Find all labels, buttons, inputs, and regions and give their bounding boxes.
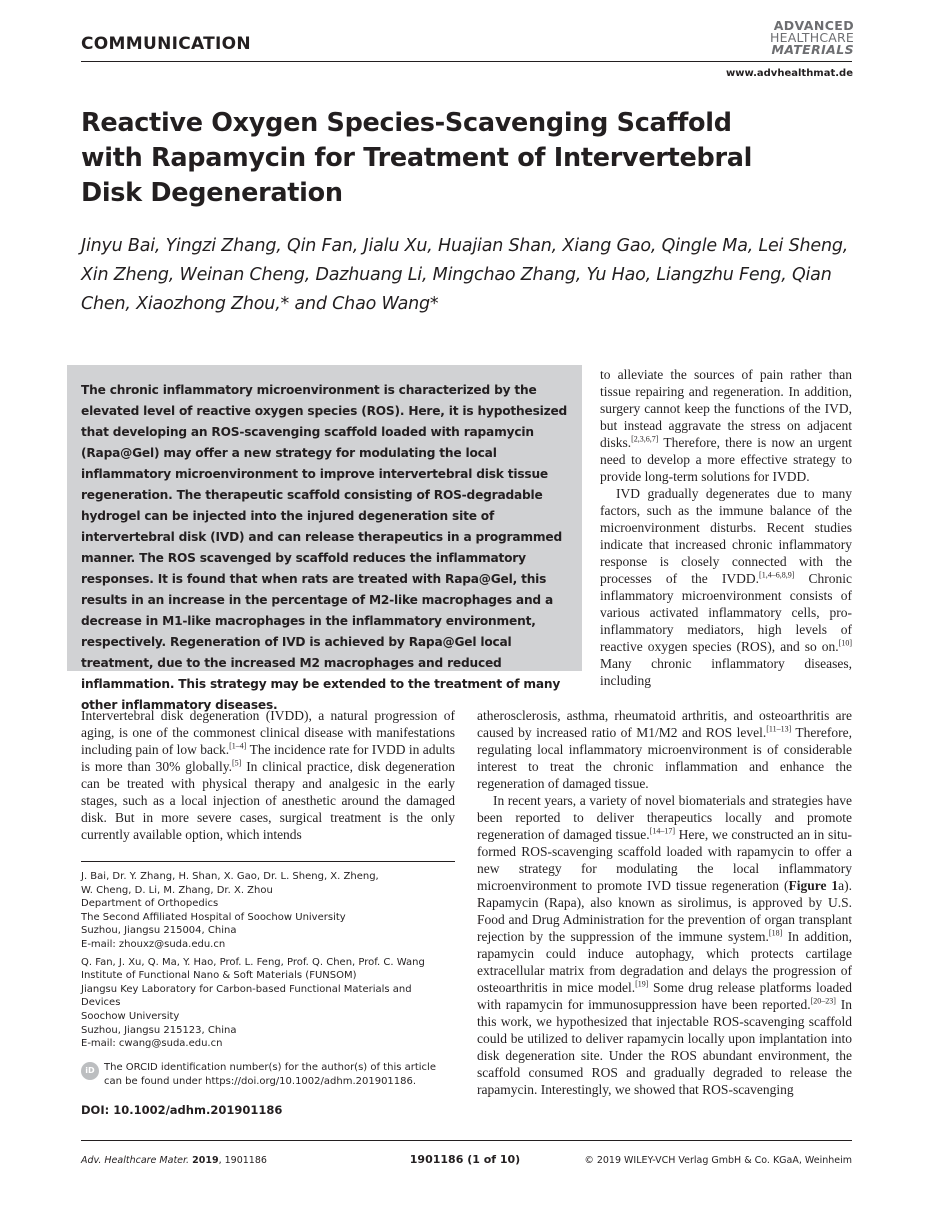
orcid-link[interactable]: can be found under https://doi.org/10.1002/adhm.201901186. <box>104 1075 417 1087</box>
right-column-top <box>600 366 852 689</box>
affiliation-1: J. Bai, Dr. Y. Zhang, H. Shan, X. Gao, Dr. L. Sheng, X. Zheng, W. Cheng, D. Li, M. Zhang, Dr. X. Zhou Department of Orthopedics The Second Affiliated Hospital of Soochow University Suzhou, Jiangsu 215004, China E-mail: zhouxz@suda.edu.cn <box>81 870 461 952</box>
journal-logo-line2: HEALTHCARE <box>770 30 854 45</box>
header-divider <box>81 61 852 62</box>
citation[interactable]: [1–4] <box>229 741 247 751</box>
citation[interactable]: [20–23] <box>810 996 836 1006</box>
citation[interactable]: [1,4–6,8,9] <box>759 570 795 580</box>
article-title: Reactive Oxygen Species-Scavenging Scaffold with Rapamycin for Treatment of Intervertebral Disk Degeneration <box>81 108 753 208</box>
citation[interactable]: [10] <box>838 638 852 648</box>
figure-reference[interactable]: Figure 1 <box>788 878 839 893</box>
body-paragraph: IVD gradually degenerates due to many factors, such as the immune balance of the microenvironment disturbs. Recent studies indicate that increased chronic inflammatory response is closely connected with the processes of the IVDD.[1,4–6,8,9] Chronic inflammatory microenvironment consists of various activated inflammatory cells, pro-inflammatory mediators, high levels of reactive oxygen species (ROS), and so on.[10] Many chronic inflammatory diseases, including <box>600 486 852 688</box>
section-label: COMMUNICATION <box>81 34 251 54</box>
affiliations <box>81 870 461 1055</box>
citation[interactable]: [14–17] <box>649 826 675 836</box>
email-zhou[interactable]: E-mail: zhouxz@suda.edu.cn <box>81 938 226 950</box>
citation[interactable]: [5] <box>231 758 242 768</box>
journal-logo-line1: ADVANCED <box>773 18 854 33</box>
right-column-bottom <box>477 707 852 1098</box>
orcid-icon: iD <box>81 1062 99 1080</box>
email-wang[interactable]: E-mail: cwang@suda.edu.cn <box>81 1038 223 1050</box>
citation[interactable]: [11–13] <box>766 724 792 734</box>
orcid-note: The ORCID identification number(s) for the author(s) of this article can be found under https://doi.org/10.1002/adhm.201901186. <box>104 1061 464 1088</box>
left-column-body <box>81 707 455 843</box>
citation[interactable]: [19] <box>635 979 649 989</box>
body-paragraph: to alleviate the sources of pain rather than tissue repairing and regeneration. In addition, surgery cannot keep the functions of the IVD, but instead aggravate the stress on adjacent disks.[2,3,6,7] Therefore, there is now an urgent need to develop a more effective strategy to provide long-term solutions for IVDD. <box>600 367 852 484</box>
affiliation-2: Q. Fan, J. Xu, Q. Ma, Y. Hao, Prof. L. Feng, Prof. Q. Chen, Prof. C. Wang Institute of Functional Nano & Soft Materials (FUNSOM) Jiangsu Key Laboratory for Carbon-based Functional Materials and Devices Soochow University Suzhou, Jiangsu 215123, China E-mail: cwang@suda.edu.cn <box>81 956 461 1051</box>
journal-logo <box>744 20 854 56</box>
author-list: Jinyu Bai, Yingzi Zhang, Qin Fan, Jialu Xu, Huajian Shan, Xiang Gao, Qingle Ma, Lei Sheng, Xin Zheng, Weinan Cheng, Dazhuang Li, Mingchao Zhang, Yu Hao, Liangzhu Feng, Qian Chen, Xiaozhong Zhou,* and Chao Wang* <box>81 236 849 314</box>
journal-url[interactable]: www.advhealthmat.de <box>726 68 853 79</box>
body-paragraph: Intervertebral disk degeneration (IVDD), a natural progression of aging, is one of the commonest clinical disease with manifestations including pain of low back.[1–4] The incidence rate for IVDD in adults is more than 30% globally.[5] In clinical practice, disk degeneration can be treated with physical therapy and analgesic in the early stages, such as a local injection of anesthetic around the damaged disk. But in more severe cases, surgical treatment is the only currently available option, which intends <box>81 708 455 842</box>
citation[interactable]: [18] <box>768 928 783 938</box>
affiliation-divider <box>81 861 455 862</box>
doi-link[interactable]: DOI: 10.1002/adhm.201901186 <box>81 1103 283 1117</box>
journal-logo-line3: MATERIALS <box>771 42 854 57</box>
body-paragraph: In recent years, a variety of novel biomaterials and strategies have been reported to deliver therapeutics locally and promote regeneration of damaged tissue.[14–17] Here, we constructed an in situ-formed ROS-scavenging scaffold loaded with rapamycin to offer a new strategy for modulating the local inflammatory microenvironment to promote IVD tissue regeneration (Figure 1a). Rapamycin (Rapa), also known as sirolimus, is approved by U.S. Food and Drug Administration for the prevention of organ transplant rejection by the suppression of the immune system.[18] In addition, rapamycin could induce autophagy, which protects cartilage extracellular matrix from degradation and delays the progression of osteoarthritis in mice model.[19] Some drug release platforms loaded with rapamycin for immunosuppression have been reported.[20–23] In this work, we hypothesized that injectable ROS-scavenging scaffold could be utilized to deliver rapamycin locally upon implantation into disk degeneration site. Under the ROS abundant environment, the scaffold consumed ROS and gradually degraded to release the rapamycin. Interestingly, we showed that ROS-scavenging <box>477 793 852 1097</box>
citation[interactable]: [2,3,6,7] <box>631 434 659 444</box>
footer-citation: Adv. Healthcare Mater. 2019, 1901186 <box>81 1155 267 1166</box>
body-paragraph: atherosclerosis, asthma, rheumatoid arthritis, and osteoarthritis are caused by increased ratio of M1/M2 and ROS level.[11–13] Therefore, regulating local inflammatory microenvironment is of considerable interest to treat the chronic inflammation and enhance the regeneration of damaged tissue. <box>477 708 852 791</box>
copyright: © 2019 WILEY-VCH Verlag GmbH & Co. KGaA, Weinheim <box>584 1155 852 1166</box>
footer-divider <box>81 1140 852 1141</box>
page-number: 1901186 (1 of 10) <box>409 1153 521 1166</box>
abstract-text: The chronic inflammatory microenvironment is characterized by the elevated level of reactive oxygen species (ROS). Here, it is hypothesized that developing an ROS-scavenging scaffold loaded with rapamycin (Rapa@Gel) may offer a new strategy for modulating the local inflammatory microenvironment to improve intervertebral disk tissue regeneration. The therapeutic scaffold consisting of ROS-degradable hydrogel can be injected into the injured degeneration site of intervertebral disk (IVD) and can release therapeutics in a programmed manner. The ROS scavenged by scaffold reduces the inflammatory responses. It is found that when rats are treated with Rapa@Gel, this results in an increase in the percentage of M2-like macrophages and a decrease in M1-like macrophages in the inflammatory environment, respectively. Regeneration of IVD is achieved by Rapa@Gel local treatment, due to the increased M2 macrophages and reduced inflammation. This strategy may be extended to the treatment of many other inflammatory diseases. <box>81 383 568 712</box>
